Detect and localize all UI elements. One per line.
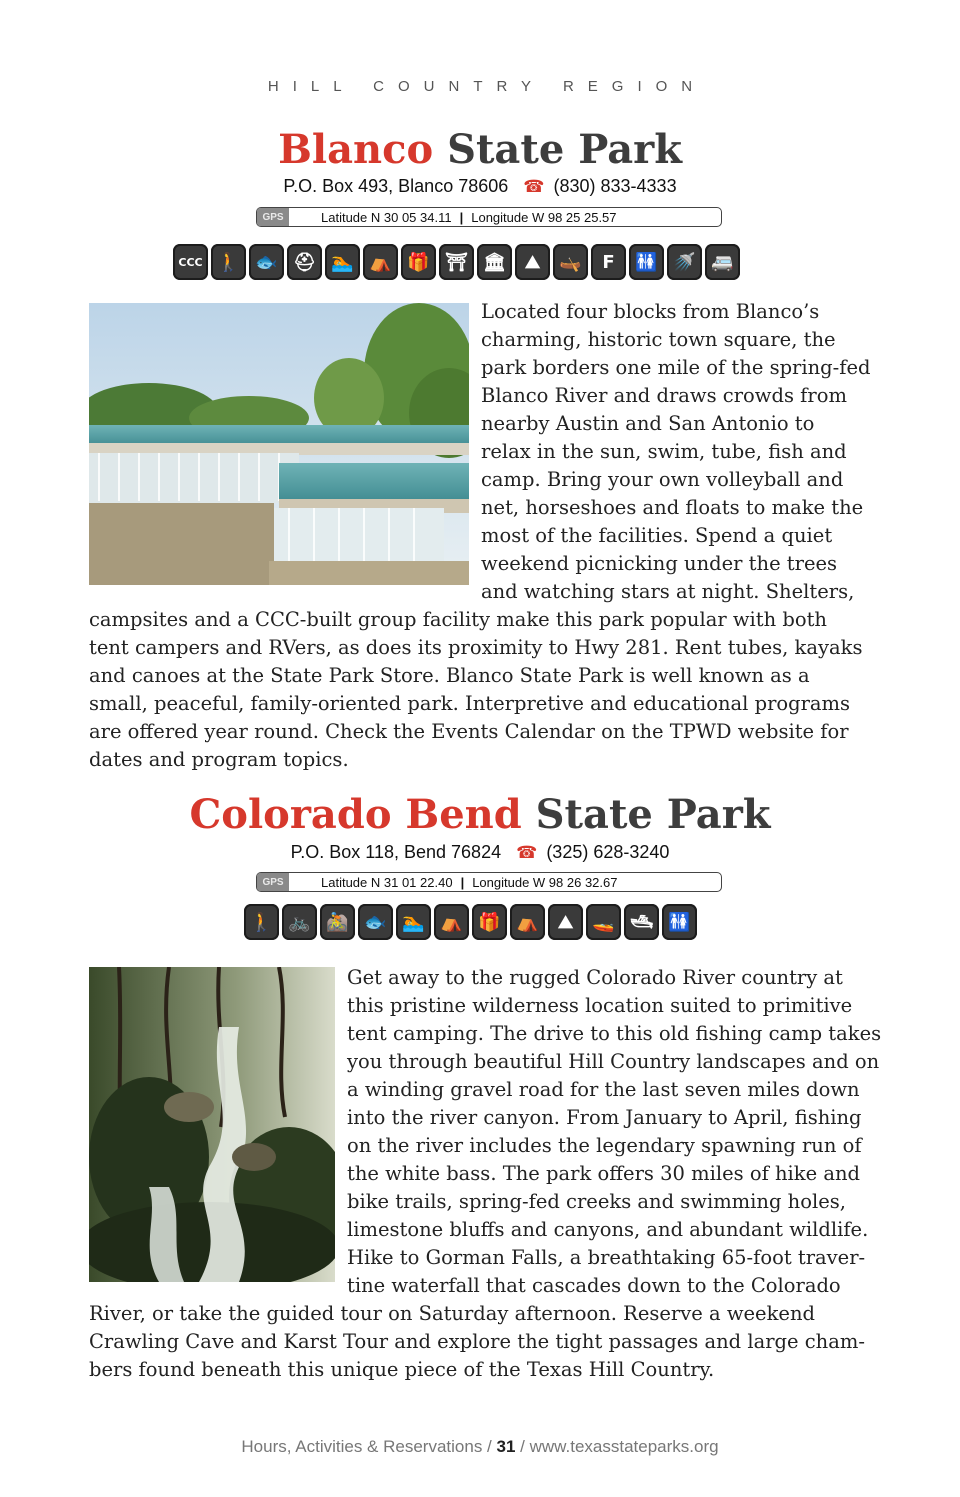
address-text: P.O. Box 118, Bend 76824 [290,842,502,862]
text-line: Blanco River and draws crowds from [481,384,847,407]
camping-icon: ⛰ [515,244,550,280]
phone-icon: ☎ [523,177,545,196]
footer-url: / www.texasstateparks.org [520,1437,719,1456]
text-line: Crawling Cave and Karst Tour and explore the tight passages and large cham- [89,1330,865,1353]
text-line: into the river canyon. From January to April, fishing [347,1106,862,1129]
park-name-highlight: Blanco [278,126,434,173]
fishing-icon: 🐟 [249,244,284,280]
text-line: limestone bluffs and canyons, and abundant wildlife. [347,1218,869,1241]
text-line: park borders one mile of the spring-fed [481,356,871,379]
text-line: are offered year round. Check the Events Calendar on the TPWD website for [89,720,849,743]
text-line: tent campers and RVers, as does its proximity to Hwy 281. Rent tubes, kayaks [89,636,863,659]
region-header: HILL COUNTRY REGION [267,78,707,95]
text-line: Get away to the rugged Colorado River country at [347,966,843,989]
picnic-icon: ⛺ [363,244,398,280]
text-line: you through beautiful Hill Country landscapes and on [347,1050,880,1073]
text-line: Hike to Gorman Falls, a breathtaking 65-foot traver- [347,1246,866,1269]
footer-left: Hours, Activities & Reservations / [241,1437,492,1456]
longitude: Longitude W 98 25 25.57 [471,209,617,225]
text-line: nearby Austin and San Antonio to [481,412,815,435]
text-line: and canoes at the State Park Store. Blanco State Park is well known as a [89,664,810,687]
text-line: charming, historic town square, the [481,328,836,351]
park-address-colorado-bend [0,842,960,863]
boat-tour-icon: 🛥 [624,904,659,940]
phone-icon: ☎ [516,843,538,862]
fuel-icon: F [591,244,626,280]
showers-icon: 🚿 [667,244,702,280]
blanco-description [89,298,889,774]
restrooms-icon: 🚻 [629,244,664,280]
restrooms-icon: 🚻 [662,904,697,940]
text-line: and watching stars at night. Shelters, [481,580,855,603]
text-line: relax in the sun, swim, tube, fish and [481,440,847,463]
kayak-icon: 🛶 [553,244,588,280]
address-text: P.O. Box 493, Blanco 78606 [283,176,509,196]
text-line: small, peaceful, family-oriented park. Interpretive and educational programs [89,692,851,715]
phone-number: (325) 628-3240 [546,842,670,862]
text-line: tine waterfall that cascades down to the Colorado [347,1274,841,1297]
gps-separator: | [459,209,464,225]
store-icon: 🎁 [401,244,436,280]
mountain-bike-icon: 🚵 [320,904,355,940]
text-line: bike trails, spring-fed creeks and swimming holes, [347,1190,846,1213]
gps-bar-colorado-bend [256,872,722,892]
park-name-rest: State Park [447,126,682,173]
gps-tag: GPS [257,208,289,226]
camping-icon: ⛺ [510,904,545,940]
primitive-camping-icon: ⛰ [548,904,583,940]
picnic-icon: ⛺ [434,904,469,940]
text-line: a winding gravel road for the last seven miles down [347,1078,860,1101]
text-line: Located four blocks from Blanco’s [481,300,820,323]
amenity-icons-blanco [173,244,740,280]
hiking-icon: 🚶 [211,244,246,280]
latitude: Latitude N 31 01 22.40 [321,874,453,890]
text-line: most of the facilities. Spend a quiet [481,524,833,547]
fishing-icon: 🐟 [358,904,393,940]
text-line: camp. Bring your own volleyball and [481,468,844,491]
text-line: River, or take the guided tour on Saturday afternoon. Reserve a weekend [89,1302,815,1325]
text-line: net, horseshoes and floats to make the [481,496,864,519]
gps-separator: | [460,874,465,890]
park-title-colorado-bend [0,791,960,838]
swimming-icon: 🏊 [396,904,431,940]
biking-icon: 🚲 [282,904,317,940]
boating-icon: ⛑ [287,244,322,280]
text-line: bers found beneath this unique piece of the Texas Hill Country. [89,1358,715,1381]
hiking-icon: 🚶 [244,904,279,940]
text-line: tent camping. The drive to this old fishing camp takes [347,1022,882,1045]
pavilion-icon: 🏛 [477,244,512,280]
page-number: 31 [496,1437,516,1456]
park-title-blanco [0,126,960,173]
park-address-blanco [0,176,960,197]
park-name-rest: State Park [535,791,771,838]
boat-ramp-icon: 🚤 [586,904,621,940]
ccc-icon: CCC [173,244,208,280]
text-line: weekend picnicking under the trees [481,552,838,575]
store-icon: 🎁 [472,904,507,940]
amenity-icons-colorado-bend [244,904,697,940]
phone-number: (830) 833-4333 [553,176,677,196]
swimming-icon: 🏊 [325,244,360,280]
page-footer [0,1437,960,1457]
text-line: the white bass. The park offers 30 miles of hike and [347,1162,861,1185]
latitude: Latitude N 30 05 34.11 [321,209,452,225]
text-line: dates and program topics. [89,748,349,771]
group-shelter-icon: ⛩ [439,244,474,280]
gps-bar-blanco [256,207,722,227]
text-line: on the river includes the legendary spawning run of [347,1134,862,1157]
gps-tag: GPS [257,873,289,891]
text-line: this pristine wilderness location suited to primitive [347,994,853,1017]
colorado-bend-description [89,964,889,1384]
park-name-highlight: Colorado Bend [189,791,522,838]
text-line: campsites and a CCC-built group facility make this park popular with both [89,608,827,631]
longitude: Longitude W 98 26 32.67 [472,874,618,890]
rv-icon: 🚐 [705,244,740,280]
